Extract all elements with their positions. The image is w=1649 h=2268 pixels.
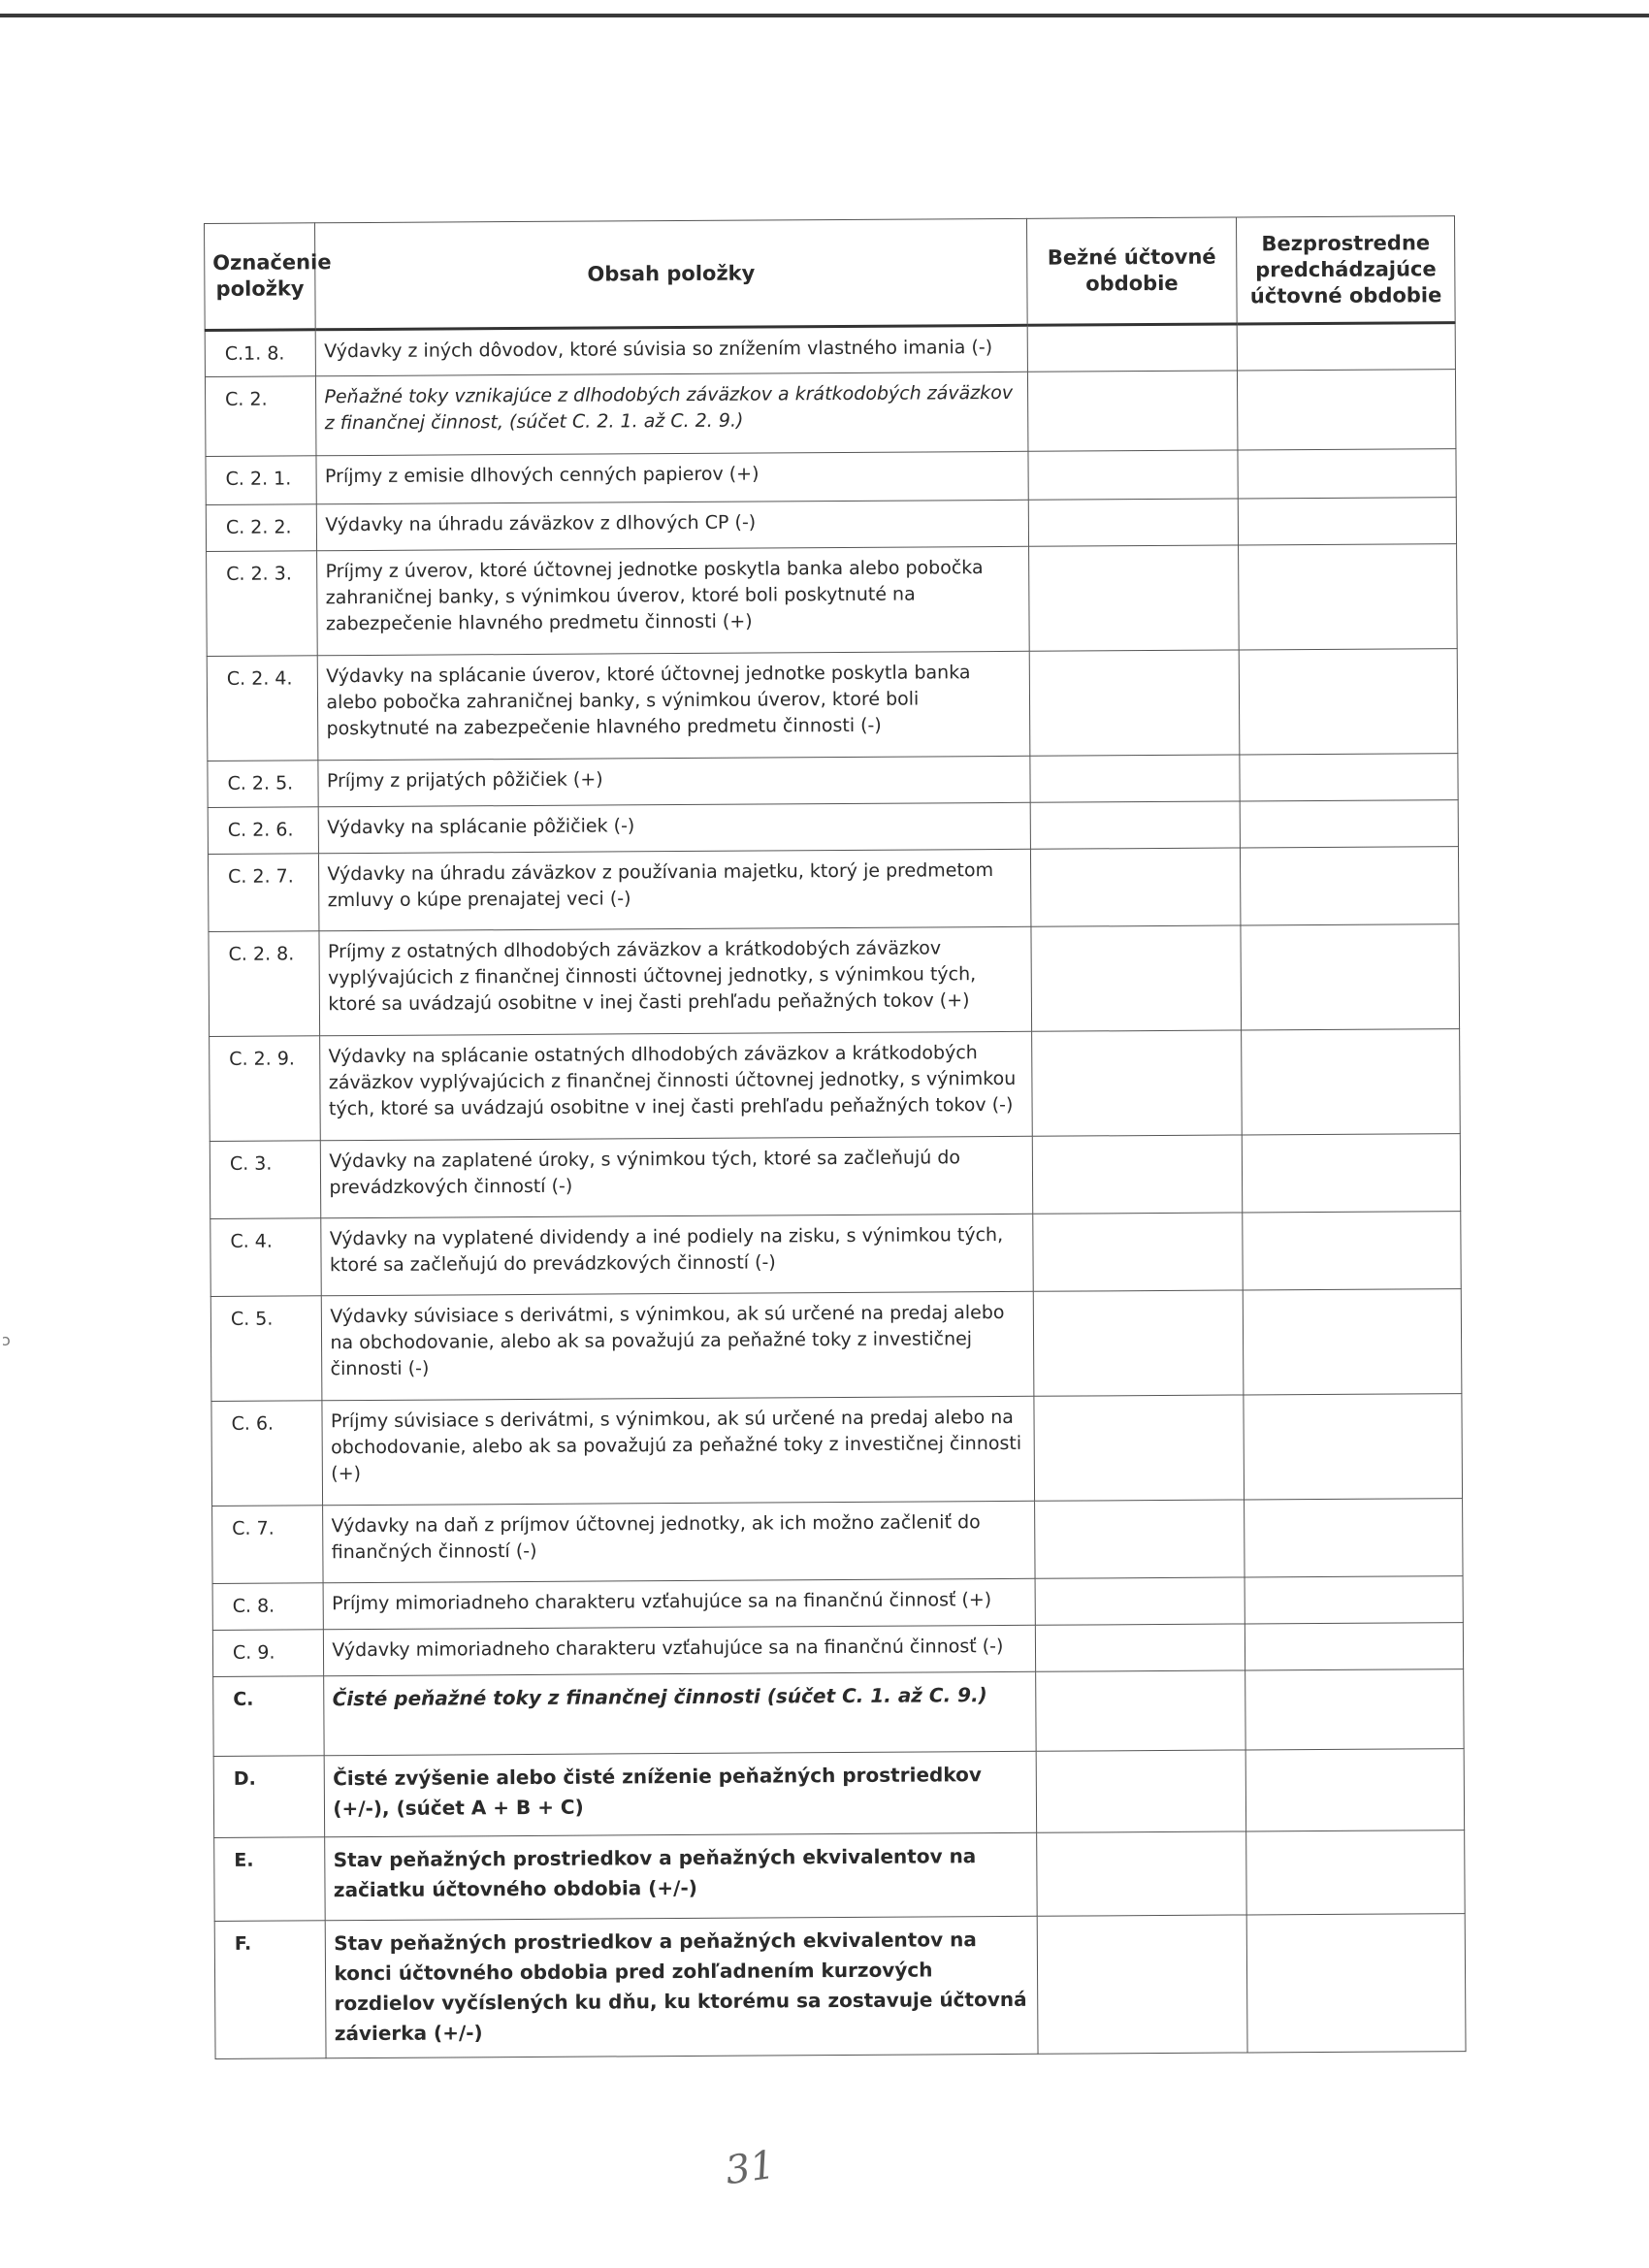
item-content: Príjmy mimoriadneho charakteru vzťahujúce sa na finančnú činnosť (+) [323, 1578, 1035, 1629]
table-row [212, 1576, 1463, 1631]
item-content: Stav peňažných prostriedkov a peňažných ekvivalentov na začiatku účtovného obdobia (+/-) [325, 1832, 1037, 1920]
table-row [210, 1134, 1460, 1219]
current-period-value[interactable] [1030, 801, 1241, 849]
previous-period-value[interactable] [1245, 1576, 1463, 1624]
current-period-value[interactable] [1037, 1915, 1247, 2054]
table-row [208, 847, 1458, 932]
current-period-value[interactable] [1036, 1750, 1246, 1832]
item-code: C. 8. [212, 1583, 324, 1631]
table-row-total [213, 1669, 1464, 1757]
table-row [205, 323, 1455, 377]
item-content: Čisté peňažné toky z finančnej činnosti (súčet C. 1. až C. 9.) [324, 1671, 1036, 1755]
previous-period-value[interactable] [1245, 1749, 1464, 1831]
table-row-total [214, 1831, 1466, 1922]
previous-period-value[interactable] [1239, 649, 1457, 755]
item-code: C. 6. [211, 1401, 323, 1507]
table-row [211, 1394, 1463, 1507]
table-row [206, 498, 1456, 552]
item-code: C. 9. [212, 1630, 324, 1677]
scan-top-border [0, 14, 1649, 17]
previous-period-value[interactable] [1243, 1212, 1461, 1290]
table-row [208, 800, 1458, 855]
item-content: Výdavky na splácanie pôžičiek (-) [319, 802, 1031, 853]
previous-period-value[interactable] [1244, 1289, 1462, 1395]
previous-period-value[interactable] [1241, 924, 1459, 1030]
previous-period-value[interactable] [1244, 1394, 1462, 1500]
table-row-total [214, 1914, 1466, 2059]
table-row [212, 1623, 1463, 1677]
current-period-value[interactable] [1028, 545, 1239, 651]
item-content: Príjmy z emisie dlhových cenných papierov (+) [316, 451, 1028, 503]
item-content: Peňažné toky vznikajúce z dlhodobých záväzkov a krátkodobých záväzkov z finančnej činnost, (súčet C. 2. 1. až C. 2. 9.) [316, 372, 1028, 455]
item-code: C. 2. 9. [210, 1036, 321, 1142]
table-row [205, 370, 1455, 457]
previous-period-value[interactable] [1240, 800, 1458, 848]
current-period-value[interactable] [1033, 1213, 1244, 1291]
previous-period-value[interactable] [1245, 1499, 1463, 1577]
current-period-value[interactable] [1031, 925, 1242, 1031]
current-period-value[interactable] [1030, 755, 1241, 802]
item-code: C. 2. 4. [207, 656, 318, 761]
current-period-value[interactable] [1034, 1395, 1245, 1501]
current-period-value[interactable] [1032, 1135, 1243, 1214]
table-row [212, 1499, 1463, 1584]
item-content: Príjmy z prijatých pôžičiek (+) [318, 756, 1030, 806]
item-code: C. 7. [212, 1506, 324, 1584]
item-code: C. 2. 6. [208, 807, 319, 855]
previous-period-value[interactable] [1240, 754, 1458, 801]
item-content: Príjmy z úverov, ktoré účtovnej jednotke poskytla banka alebo pobočka zahraničnej banky, s výnimkou úverov, ktoré boli poskytnuté na zabezpečenie hlavného predmetu činnosti (+) [317, 546, 1029, 655]
item-content: Čisté zvýšenie alebo čisté zníženie peňažných prostriedkov (+/-), (súčet A + B + C) [325, 1751, 1037, 1836]
item-content: Výdavky na daň z príjmov účtovnej jednotky, ak ich možno začleniť do finančných činností (-) [323, 1501, 1035, 1582]
item-code: C. 2. 2. [206, 504, 317, 552]
item-content: Príjmy z ostatných dlhodobých záväzkov a krátkodobých záväzkov vyplývajúcich z finančnej činnosti účtovnej jednotky, s výnimkou tých, ktoré sa uvádzajú osobitne v inej časti prehľadu peňažných tokov (+) [319, 926, 1031, 1035]
current-period-value[interactable] [1031, 1030, 1242, 1136]
table-row [210, 1212, 1461, 1297]
current-period-value[interactable] [1034, 1500, 1245, 1578]
table-row [207, 544, 1458, 657]
current-period-value[interactable] [1035, 1577, 1245, 1625]
item-code: C. 2. 8. [209, 931, 320, 1037]
previous-period-value[interactable] [1237, 323, 1455, 371]
header-item-content: Obsah položky [315, 218, 1027, 329]
table-header-row [205, 216, 1456, 331]
current-period-value[interactable] [1027, 371, 1238, 451]
current-period-value[interactable] [1027, 324, 1238, 372]
previous-period-value[interactable] [1246, 1831, 1465, 1915]
item-code: C. 2. 7. [208, 854, 319, 932]
table-row [208, 754, 1458, 808]
item-code: D. [213, 1756, 325, 1838]
item-code: F. [214, 1921, 326, 2059]
previous-period-value[interactable] [1243, 1134, 1461, 1213]
header-previous-period: Bezprostredne predchádzajúce účtovné obdobie [1237, 216, 1455, 324]
item-content: Stav peňažných prostriedkov a peňažných ekvivalentov na konci účtovného obdobia pred zohľadnením kurzových rozdielov vyčíslených ku dňu, ku ktorému sa zostavuje účtovná závierka (+/-) [326, 1916, 1038, 2057]
item-content: Výdavky na vyplatené dividendy a iné podiely na zisku, s výnimkou tých, ktoré sa začleňujú do prevádzkových činností (-) [321, 1214, 1033, 1295]
item-code: C. 3. [210, 1141, 321, 1219]
item-content: Výdavky na splácanie úverov, ktoré účtovnej jednotke poskytla banka alebo pobočka zahraničnej banky, s výnimkou úverov, ktoré boli poskytnuté na zabezpečenie hlavného predmetu činnosti (-) [318, 651, 1030, 760]
previous-period-value[interactable] [1242, 1029, 1460, 1135]
item-code: C. 2. [205, 376, 316, 457]
table-row-total [213, 1749, 1464, 1838]
item-content: Výdavky na splácanie ostatných dlhodobých záväzkov a krátkodobých záväzkov vyplývajúcich z finančnej činnosti účtovnej jednotky, s výnimkou tých, ktoré sa uvádzajú osobitne v inej časti prehľadu peňažných tokov (-) [320, 1031, 1032, 1140]
current-period-value[interactable] [1035, 1624, 1245, 1671]
item-content: Výdavky z iných dôvodov, ktoré súvisia so znížením vlastného imania (-) [316, 325, 1028, 375]
previous-period-value[interactable] [1239, 498, 1457, 545]
item-code: C. 4. [210, 1218, 322, 1297]
item-content: Výdavky na úhradu záväzkov z používania majetku, ktorý je predmetom zmluvy o kúpe prenajatej veci (-) [319, 849, 1031, 930]
current-period-value[interactable] [1029, 650, 1240, 756]
table-row [210, 1289, 1462, 1402]
current-period-value[interactable] [1033, 1290, 1244, 1396]
item-content: Výdavky na úhradu záväzkov z dlhových CP (-) [317, 500, 1029, 550]
header-current-period: Bežné účtovné obdobie [1026, 217, 1237, 325]
item-code: C. 2. 5. [208, 761, 319, 808]
cash-flow-table [204, 215, 1467, 2059]
item-content: Výdavky mimoriadneho charakteru vzťahujúce sa na finančnú činnosť (-) [324, 1625, 1036, 1675]
item-code: C. [213, 1676, 325, 1757]
item-content: Príjmy súvisiace s derivátmi, s výnimkou, ak sú určené na predaj alebo na obchodovanie, alebo ak sa považujú za peňažné toky z investičnej činnosti (+) [322, 1396, 1034, 1505]
margin-mark: ↄ [2, 1331, 11, 1349]
current-period-value[interactable] [1028, 450, 1239, 500]
previous-period-value[interactable] [1245, 1623, 1464, 1670]
item-content: Výdavky súvisiace s derivátmi, s výnimkou, ak sú určené na predaj alebo na obchodovanie, alebo ak sa považujú za peňažné toky z investičnej činnosti (-) [322, 1291, 1034, 1400]
current-period-value[interactable] [1030, 848, 1241, 926]
page-number: 31 [723, 2142, 778, 2194]
previous-period-value[interactable] [1238, 449, 1456, 499]
item-code: C. 2. 1. [206, 456, 317, 505]
current-period-value[interactable] [1036, 1831, 1246, 1916]
previous-period-value[interactable] [1246, 1914, 1466, 2053]
item-code: E. [214, 1837, 326, 1922]
header-item-code: Označenie položky [205, 223, 316, 331]
table-row [209, 924, 1460, 1037]
previous-period-value[interactable] [1238, 370, 1456, 450]
item-code: C. 2. 3. [207, 551, 318, 657]
item-code: C. 5. [210, 1296, 322, 1402]
table-row [210, 1029, 1461, 1142]
current-period-value[interactable] [1028, 499, 1239, 546]
current-period-value[interactable] [1035, 1670, 1245, 1751]
previous-period-value[interactable] [1239, 544, 1457, 650]
item-code: C.1. 8. [205, 330, 316, 377]
previous-period-value[interactable] [1241, 847, 1459, 925]
table-row [207, 649, 1458, 761]
item-content: Výdavky na zaplatené úroky, s výnimkou tých, ktoré sa začleňujú do prevádzkových činností (-) [321, 1136, 1033, 1217]
table-row [206, 449, 1456, 505]
previous-period-value[interactable] [1245, 1669, 1464, 1750]
